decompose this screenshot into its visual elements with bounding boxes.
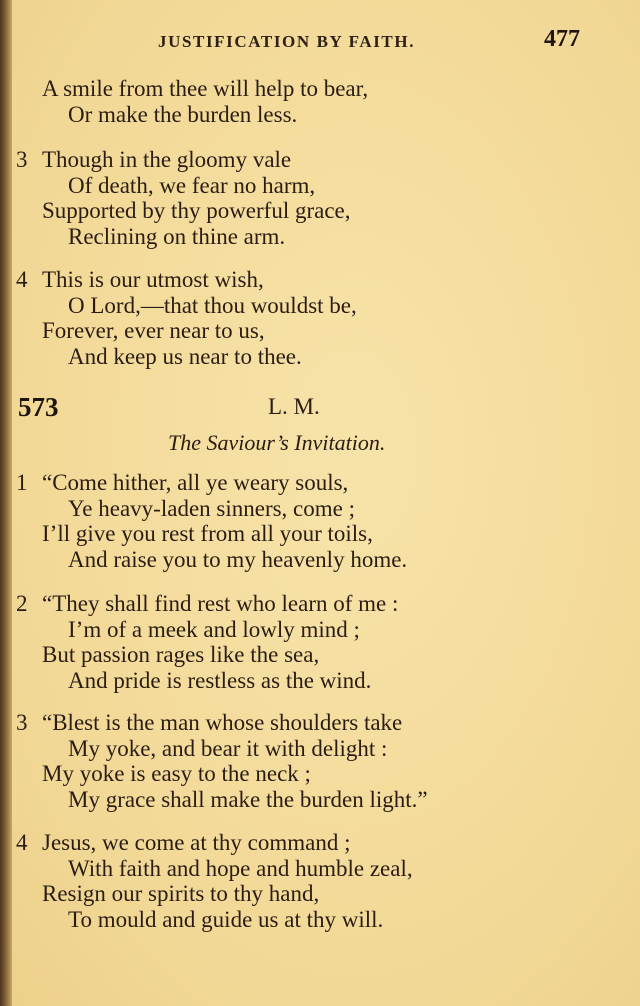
stanza-line: My grace shall make the burden light.” bbox=[68, 786, 428, 812]
stanza-number: 4 bbox=[16, 267, 28, 292]
stanza-line: 4 Jesus, we come at thy command ; bbox=[16, 830, 351, 855]
stanza-line: A smile from thee will help to bear, bbox=[42, 76, 369, 101]
stanza-line: My yoke is easy to the neck ; bbox=[42, 761, 311, 786]
page-header bbox=[0, 26, 640, 58]
hymn-title: The Saviour’s Invitation. bbox=[168, 430, 386, 455]
continued-stanza-1 bbox=[0, 76, 620, 127]
stanza-line: My yoke, and bear it with delight : bbox=[68, 735, 388, 761]
stanza-line: 3 Though in the gloomy vale bbox=[16, 147, 292, 172]
stanza-line: 2 “They shall find rest who learn of me : bbox=[16, 591, 399, 616]
stanza-line: And pride is restless as the wind. bbox=[68, 667, 372, 693]
stanza-line: O Lord,—that thou wouldst be, bbox=[68, 292, 357, 318]
stanza-number: 2 bbox=[16, 591, 28, 616]
stanza-line: 1 “Come hither, all ye weary souls, bbox=[16, 470, 349, 495]
stanza-line: I’m of a meek and lowly mind ; bbox=[68, 616, 360, 642]
running-title: JUSTIFICATION BY FAITH. bbox=[158, 32, 416, 51]
stanza-line: And keep us near to thee. bbox=[68, 343, 302, 369]
stanza-line: 3 “Blest is the man whose shoulders take bbox=[16, 710, 403, 735]
stanza-line: Or make the burden less. bbox=[68, 101, 298, 127]
hymn-meter: L. M. bbox=[268, 394, 320, 419]
continued-stanza-3 bbox=[0, 147, 620, 249]
stanza-line: To mould and guide us at thy will. bbox=[68, 906, 384, 932]
hymn-stanza-2 bbox=[0, 591, 620, 693]
stanza-line: Supported by thy powerful grace, bbox=[42, 198, 351, 223]
stanza-number: 4 bbox=[16, 830, 28, 855]
hymn-stanza-4 bbox=[0, 830, 620, 932]
hymn-number: 573 bbox=[18, 392, 59, 422]
hymn-stanza-1 bbox=[0, 470, 620, 572]
hymn-heading bbox=[0, 392, 640, 422]
stanza-number: 1 bbox=[16, 470, 28, 495]
stanza-line: 4 This is our utmost wish, bbox=[16, 267, 264, 292]
stanza-number: 3 bbox=[16, 710, 28, 735]
stanza-line: And raise you to my heavenly home. bbox=[68, 546, 408, 572]
hymn-stanza-3 bbox=[0, 710, 620, 812]
stanza-line: Resign our spirits to thy hand, bbox=[42, 881, 320, 906]
stanza-number: 3 bbox=[16, 147, 28, 172]
continued-stanza-4 bbox=[0, 267, 620, 369]
stanza-line: Reclining on thine arm. bbox=[68, 223, 286, 249]
stanza-line: Forever, ever near to us, bbox=[42, 318, 265, 343]
stanza-line: But passion rages like the sea, bbox=[42, 642, 320, 667]
stanza-line: With faith and hope and humble zeal, bbox=[68, 855, 413, 881]
stanza-line: I’ll give you rest from all your toils, bbox=[42, 521, 373, 546]
page-number: 477 bbox=[544, 26, 580, 52]
stanza-line: Of death, we fear no harm, bbox=[68, 172, 316, 198]
stanza-line: Ye heavy-laden sinners, come ; bbox=[68, 495, 356, 521]
